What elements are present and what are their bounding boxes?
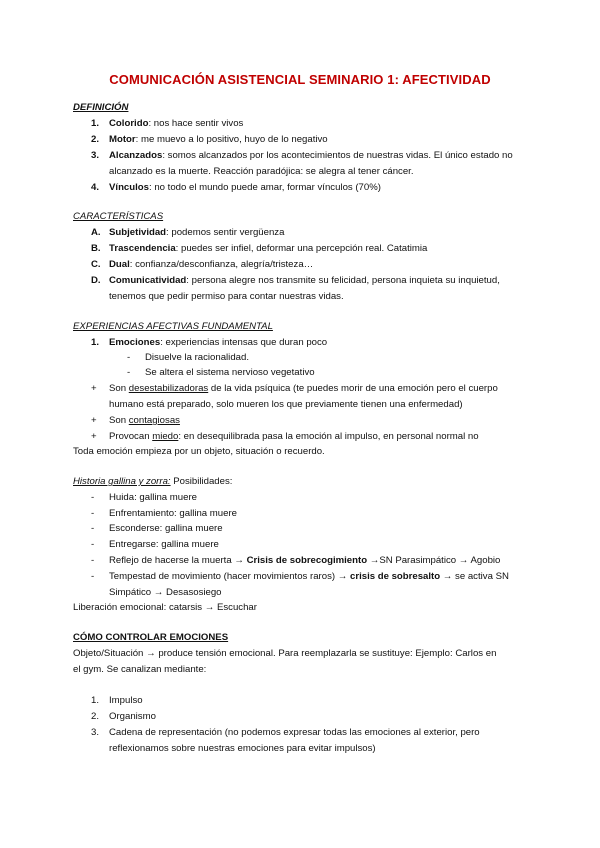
list-marker: -	[91, 555, 95, 566]
list-marker: -	[91, 523, 95, 534]
list-marker: 1.	[91, 695, 100, 706]
list-marker: C.	[91, 259, 101, 270]
document-title: COMUNICACIÓN ASISTENCIAL SEMINARIO 1: AFECTIVIDAD	[109, 72, 491, 87]
paragraph: Liberación emocional: catarsis → Escuchar	[73, 602, 257, 613]
list-marker: +	[91, 383, 97, 394]
list-marker: D.	[91, 275, 101, 286]
list-item: Provocan miedo: en desequilibrada pasa la emoción al impulso, en personal normal no	[109, 431, 479, 442]
list-marker: -	[91, 571, 95, 582]
list-marker: 1.	[91, 337, 100, 348]
list-item-continuation: Simpático → Desasosiego	[109, 587, 222, 598]
list-item: Subjetividad: podemos sentir vergüenza	[109, 227, 285, 238]
list-marker: -	[91, 539, 95, 550]
section-heading-caracteristicas: CARACTERÍSTICAS	[73, 211, 164, 222]
list-marker: -	[127, 352, 131, 363]
list-marker: -	[91, 508, 95, 519]
list-item: Organismo	[109, 711, 156, 722]
list-item: Comunicatividad: persona alegre nos transmite su felicidad, persona inquieta su inquietud,	[109, 275, 500, 286]
list-marker: 1.	[91, 118, 100, 129]
section-heading-definicion: DEFINICIÓN	[73, 102, 129, 113]
list-item: Esconderse: gallina muere	[109, 523, 223, 534]
paragraph-continuation: el gym. Se canalizan mediante:	[73, 664, 207, 675]
list-item: Son desestabilizadoras de la vida psíquica (te puedes morir de una emoción pero el cuerpo	[109, 383, 498, 394]
list-marker: +	[91, 415, 97, 426]
list-item: Enfrentamiento: gallina muere	[109, 508, 237, 519]
list-item: Impulso	[109, 695, 143, 706]
list-item: Son contagiosas	[109, 415, 180, 426]
list-item: Cadena de representación (no podemos expresar todas las emociones al exterior, pero	[109, 727, 480, 738]
list-marker: 3.	[91, 727, 100, 738]
list-marker: A.	[91, 227, 101, 238]
list-item-continuation: tenemos que pedir permiso para contar nuestras vidas.	[109, 291, 344, 302]
list-item: Vínculos: no todo el mundo puede amar, formar vínculos (70%)	[109, 182, 381, 193]
sub-list-item: Se altera el sistema nervioso vegetativo	[145, 367, 315, 378]
list-item: Trascendencia: puedes ser infiel, deformar una percepción real. Catatimia	[109, 243, 428, 254]
list-item: Entregarse: gallina muere	[109, 539, 219, 550]
section-heading-experiencias: EXPERIENCIAS AFECTIVAS FUNDAMENTAL	[73, 321, 273, 332]
list-item: Huida: gallina muere	[109, 492, 197, 503]
list-item: Alcanzados: somos alcanzados por los acontecimientos de nuestras vidas. El único estado no	[109, 150, 513, 161]
paragraph: Toda emoción empieza por un objeto, situación o recuerdo.	[73, 446, 325, 457]
list-item: Tempestad de movimiento (hacer movimientos raros) → crisis de sobresalto → se activa SN	[109, 571, 509, 582]
list-item: Colorido: nos hace sentir vivos	[109, 118, 244, 129]
list-item-continuation: humano está preparado, solo mueren los que previamente tienen una enfermedad)	[109, 399, 463, 410]
list-marker: -	[91, 492, 95, 503]
list-marker: 3.	[91, 150, 100, 161]
list-item: Motor: me muevo a lo positivo, huyo de lo negativo	[109, 134, 328, 145]
list-item: Reflejo de hacerse la muerta → Crisis de sobrecogimiento →SN Parasimpático → Agobio	[109, 555, 501, 566]
list-marker: -	[127, 367, 131, 378]
list-marker: 4.	[91, 182, 100, 193]
list-marker: +	[91, 431, 97, 442]
section-heading-historia: Historia gallina y zorra: Posibilidades:	[73, 476, 233, 487]
list-item-continuation: reflexionamos sobre nuestras emociones para evitar impulsos)	[109, 743, 376, 754]
list-marker: B.	[91, 243, 101, 254]
list-item-continuation: alcanzado es la muerte. Reacción paradójica: se alegra al tener cáncer.	[109, 166, 414, 177]
list-marker: 2.	[91, 711, 100, 722]
sub-list-item: Disuelve la racionalidad.	[145, 352, 249, 363]
paragraph: Objeto/Situación → produce tensión emocional. Para reemplazarla se sustituye: Ejemplo: Carlos en	[73, 648, 497, 659]
list-item: Dual: confianza/desconfianza, alegría/tristeza…	[109, 259, 314, 270]
list-item: Emociones: experiencias intensas que duran poco	[109, 337, 328, 348]
list-marker: 2.	[91, 134, 100, 145]
section-heading-controlar: CÓMO CONTROLAR EMOCIONES	[73, 632, 229, 643]
